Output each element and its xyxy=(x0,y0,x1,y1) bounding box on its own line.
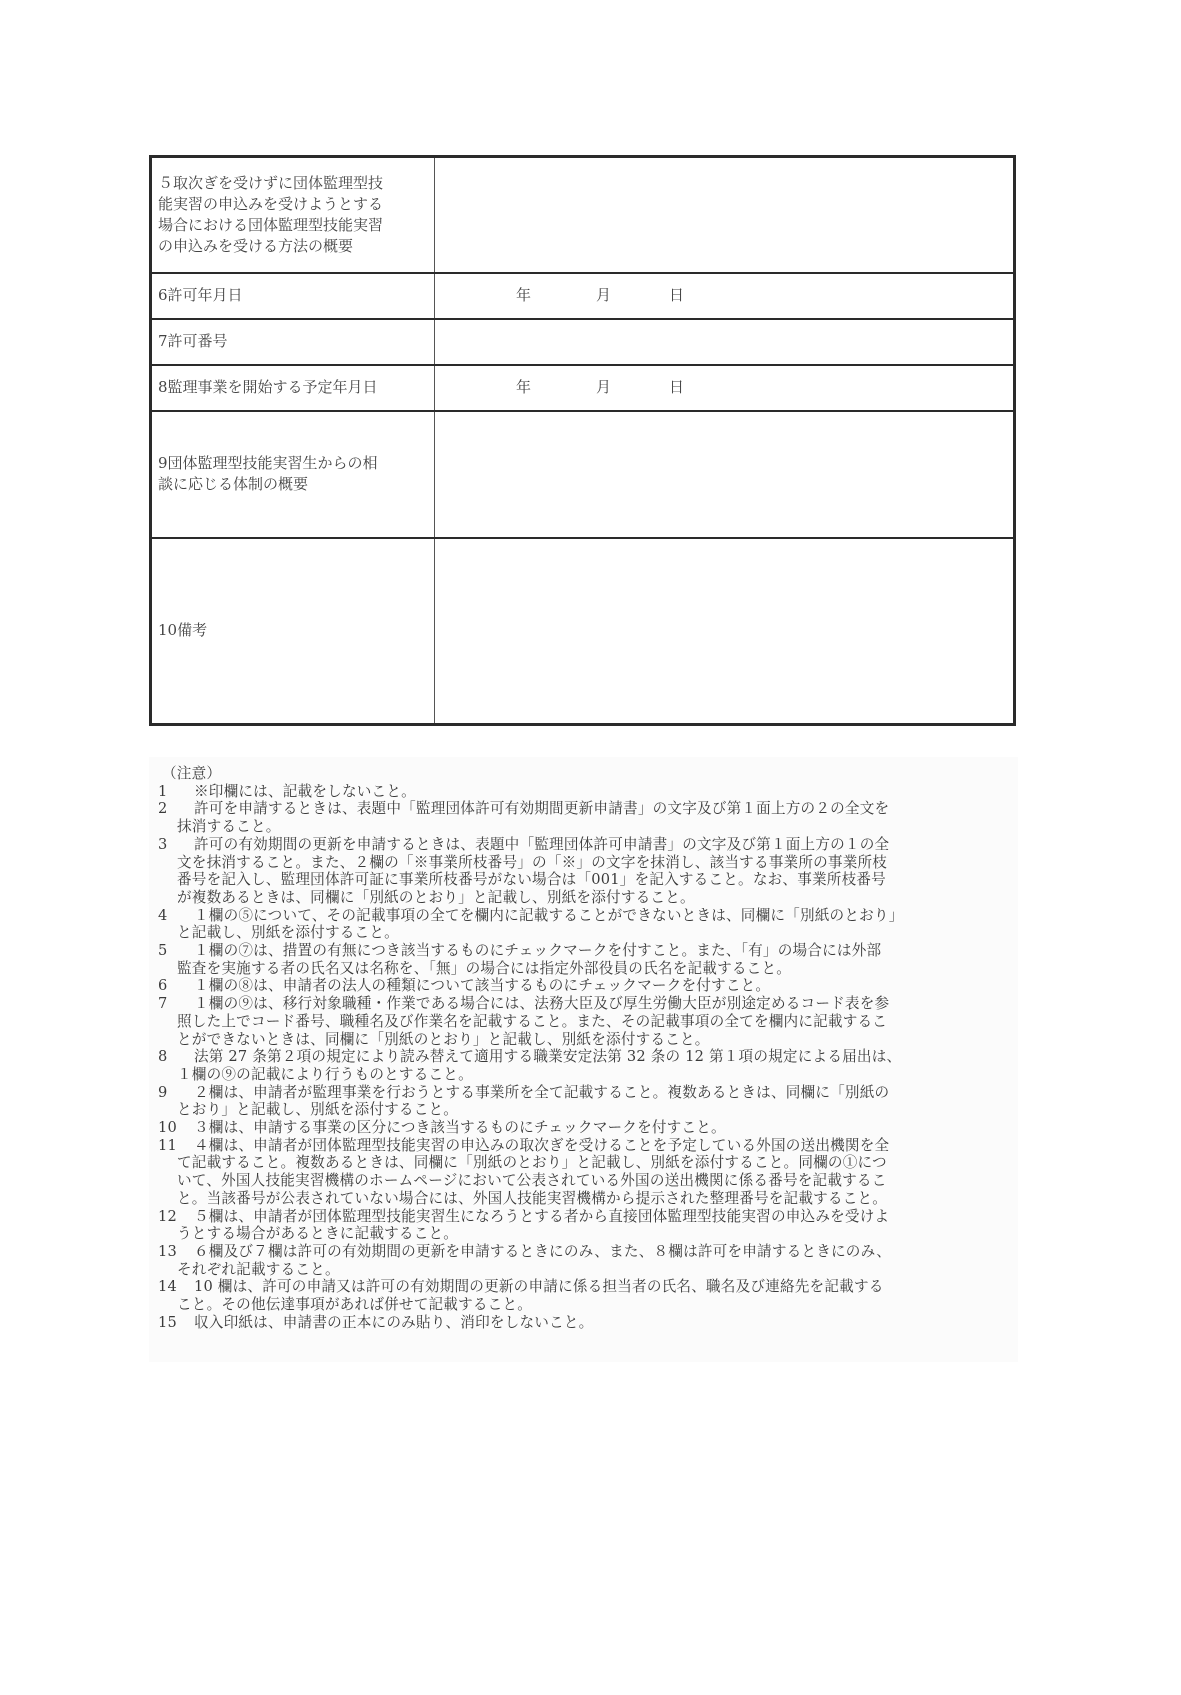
application-form-table xyxy=(149,155,1016,726)
note-line xyxy=(158,1278,1018,1296)
note-text: こと。その他伝達事項があれば併せて記載すること。 xyxy=(177,1296,533,1314)
note-text: 許可を申請するときは、表題中「監理団体許可有効期間更新申請書」の文字及び第１面上方の２の全文を xyxy=(194,800,890,818)
note-text: 番号を記入し、監理団体許可証に事業所枝番号がない場合は「001」を記入すること。なお、事業所枝番号 xyxy=(177,871,886,889)
start-date xyxy=(441,377,1009,398)
row-8-date-field[interactable] xyxy=(435,365,1015,411)
row-9-label-line: 談に応じる体制の概要 xyxy=(158,475,309,493)
note-line xyxy=(163,924,1018,942)
month-label: 月 xyxy=(596,378,612,396)
row-9-label-line: 9団体監理型技能実習生からの相 xyxy=(158,454,378,472)
row-9-value-field[interactable] xyxy=(435,411,1015,538)
note-line xyxy=(158,995,1018,1013)
note-line xyxy=(158,942,1018,960)
note-text: ４欄は、申請者が団体監理型技能実習の申込みの取次ぎを受けることを予定している外国の送出機関を全 xyxy=(194,1136,890,1154)
form-row-10 xyxy=(151,538,1015,725)
year-label: 年 xyxy=(516,286,532,304)
row-7-label: 7許可番号 xyxy=(151,319,435,365)
note-line xyxy=(163,1101,1018,1119)
note-line xyxy=(158,906,1018,925)
note-text: ※印欄には、記載をしないこと。 xyxy=(194,782,416,800)
note-item xyxy=(149,836,1018,907)
note-line xyxy=(163,854,1018,872)
row-9-label xyxy=(151,411,435,538)
row-10-label: 10備考 xyxy=(151,538,435,725)
note-line xyxy=(158,1136,1018,1155)
note-item xyxy=(149,1048,1018,1083)
note-text: 抹消すること。 xyxy=(177,818,281,836)
row-6-date-field[interactable] xyxy=(435,273,1015,319)
note-line xyxy=(158,1207,1018,1226)
note-line xyxy=(163,1013,1018,1031)
row-8-label: 8監理事業を開始する予定年月日 xyxy=(151,365,435,411)
row-5-label-line: 能実習の申込みを受けようとする xyxy=(158,194,384,213)
day-label: 日 xyxy=(669,286,685,304)
note-line xyxy=(163,1031,1018,1049)
note-line xyxy=(163,1190,1018,1208)
row-5-value-field[interactable] xyxy=(435,157,1015,273)
notes-heading: （注意） xyxy=(162,765,222,782)
note-line xyxy=(158,1048,1018,1066)
note-item xyxy=(149,1084,1018,1119)
note-text: 文を抹消すること。また、２欄の「※事業所枝番号」の「※」の文字を抹消し、該当する事業所の事業所枝 xyxy=(177,853,888,871)
note-item xyxy=(149,977,1018,995)
form-row-5 xyxy=(151,157,1015,273)
note-item xyxy=(149,1137,1018,1208)
note-item xyxy=(149,1119,1018,1137)
note-line xyxy=(163,1154,1018,1172)
note-number: 7 xyxy=(158,995,168,1013)
note-text: １欄の⑨は、移行対象職種・作業である場合には、法務大臣及び厚生労働大臣が別途定めるコード表を参 xyxy=(194,995,890,1013)
note-text: と。当該番号が公表されていない場合には、外国人技能実習機構から提示された整理番号を記載すること。 xyxy=(177,1189,888,1207)
note-line xyxy=(163,1261,1018,1279)
note-text: １欄の⑦は、措置の有無につき該当するものにチェックマークを付すこと。また、「有」の場合には外部 xyxy=(194,942,882,960)
month-label: 月 xyxy=(596,286,612,304)
note-number: 11 xyxy=(158,1136,177,1154)
note-text: 10 欄は、許可の申請又は許可の有効期間の更新の申請に係る担当者の氏名、職名及び連絡先を記載する xyxy=(194,1278,884,1296)
note-text: ５欄は、申請者が団体監理型技能実習生になろうとする者から直接団体監理型技能実習の申込みを受けよ xyxy=(194,1207,890,1225)
note-text: 法第 27 条第２項の規定により読み替えて適用する職業安定法第 32 条の 12 第１項の規定による届出は、 xyxy=(194,1048,902,1066)
form-row-8 xyxy=(151,365,1015,411)
note-text: 許可の有効期間の更新を申請するときは、表題中「監理団体許可申請書」の文字及び第１面上方の１の全 xyxy=(194,835,890,853)
note-text: うとする場合があるときに記載すること。 xyxy=(177,1225,459,1243)
note-line xyxy=(158,1313,1018,1332)
row-6-label: 6許可年月日 xyxy=(151,273,435,319)
note-item xyxy=(149,1278,1018,1313)
permit-date xyxy=(441,285,1009,306)
note-line xyxy=(163,889,1018,907)
note-line xyxy=(158,782,1018,801)
note-line xyxy=(158,977,1018,995)
note-line xyxy=(158,835,1018,854)
note-text: いて、外国人技能実習機構のホームページにおいて公表されている外国の送出機関に係る番号を記載するこ xyxy=(177,1172,887,1190)
note-number: 3 xyxy=(158,835,168,853)
note-number: 6 xyxy=(158,977,168,995)
note-text: １欄の⑤について、その記載事項の全てを欄内に記載することができないときは、同欄に「別紙のとおり」 xyxy=(194,906,904,924)
note-line xyxy=(163,871,1018,889)
note-number: 13 xyxy=(158,1242,177,1260)
note-line xyxy=(163,1225,1018,1243)
note-line xyxy=(158,1242,1018,1261)
note-number: 12 xyxy=(158,1207,177,1225)
note-line xyxy=(158,1083,1018,1102)
note-text: て記載すること。複数あるときは、同欄に「別紙のとおり」と記載し、別紙を添付すること。同欄の①につ xyxy=(177,1154,887,1172)
note-number: 4 xyxy=(158,906,168,924)
note-number: 2 xyxy=(158,800,168,818)
note-line xyxy=(158,800,1018,818)
note-number: 14 xyxy=(158,1278,177,1296)
note-text: 照した上でコード番号、職種名及び作業名を記載すること。また、その記載事項の全てを欄内に記載するこ xyxy=(177,1012,888,1030)
notes-list xyxy=(149,783,1018,1332)
note-text: ３欄は、申請する事業の区分につき該当するものにチェックマークを付すこと。 xyxy=(194,1119,726,1137)
day-label: 日 xyxy=(669,378,685,396)
form-row-9 xyxy=(151,411,1015,538)
note-item xyxy=(149,1314,1018,1332)
note-number: 5 xyxy=(158,942,168,960)
note-number: 10 xyxy=(158,1119,177,1137)
note-line xyxy=(163,960,1018,978)
note-line xyxy=(163,818,1018,836)
note-item xyxy=(149,942,1018,977)
form-row-7 xyxy=(151,319,1015,365)
note-item xyxy=(149,783,1018,801)
note-text: １欄の⑨の記載により行うものとすること。 xyxy=(177,1065,473,1083)
note-number: 1 xyxy=(158,782,168,800)
note-text: それぞれ記載すること。 xyxy=(177,1260,340,1278)
note-number: 15 xyxy=(158,1313,177,1331)
row-5-label xyxy=(151,157,435,273)
note-item xyxy=(149,800,1018,835)
row-5-label-line: ５取次ぎを受けずに団体監理型技 xyxy=(158,173,384,192)
note-item xyxy=(149,907,1018,942)
note-text: と記載し、別紙を添付すること。 xyxy=(177,924,399,942)
note-line xyxy=(163,1066,1018,1084)
note-line xyxy=(158,1119,1018,1137)
note-item xyxy=(149,1208,1018,1243)
row-10-value-field[interactable] xyxy=(435,538,1015,725)
note-text: とおり」と記載し、別紙を添付すること。 xyxy=(177,1101,459,1119)
note-number: 9 xyxy=(158,1083,168,1101)
year-label: 年 xyxy=(516,378,532,396)
note-text: が複数あるときは、同欄に「別紙のとおり」と記載し、別紙を添付すること。 xyxy=(177,888,695,906)
note-text: ２欄は、申請者が監理事業を行おうとする事業所を全て記載すること。複数あるときは、同欄に「別紙の xyxy=(194,1083,890,1101)
note-text: 監査を実施する者の氏名又は名称を、「無」の場合には指定外部役員の氏名を記載すること。 xyxy=(177,959,792,977)
note-text: とができないときは、同欄に「別紙のとおり」と記載し、別紙を添付すること。 xyxy=(177,1030,710,1048)
note-text: ６欄及び７欄は許可の有効期間の更新を申請するときにのみ、また、８欄は許可を申請するときにのみ、 xyxy=(194,1242,892,1260)
form-row-6 xyxy=(151,273,1015,319)
row-5-label-line: 場合における団体監理型技能実習 xyxy=(158,215,384,234)
note-number: 8 xyxy=(158,1048,168,1066)
note-text: １欄の⑧は、申請者の法人の種類について該当するものにチェックマークを付すこと。 xyxy=(194,977,771,995)
note-item xyxy=(149,1243,1018,1278)
row-5-label-line: の申込みを受ける方法の概要 xyxy=(158,236,354,255)
notes-section xyxy=(149,757,1018,1362)
row-7-value-field[interactable] xyxy=(435,319,1015,365)
note-line xyxy=(163,1172,1018,1190)
note-item xyxy=(149,995,1018,1048)
note-text: 収入印紙は、申請書の正本にのみ貼り、消印をしないこと。 xyxy=(194,1313,594,1331)
note-line xyxy=(163,1296,1018,1314)
